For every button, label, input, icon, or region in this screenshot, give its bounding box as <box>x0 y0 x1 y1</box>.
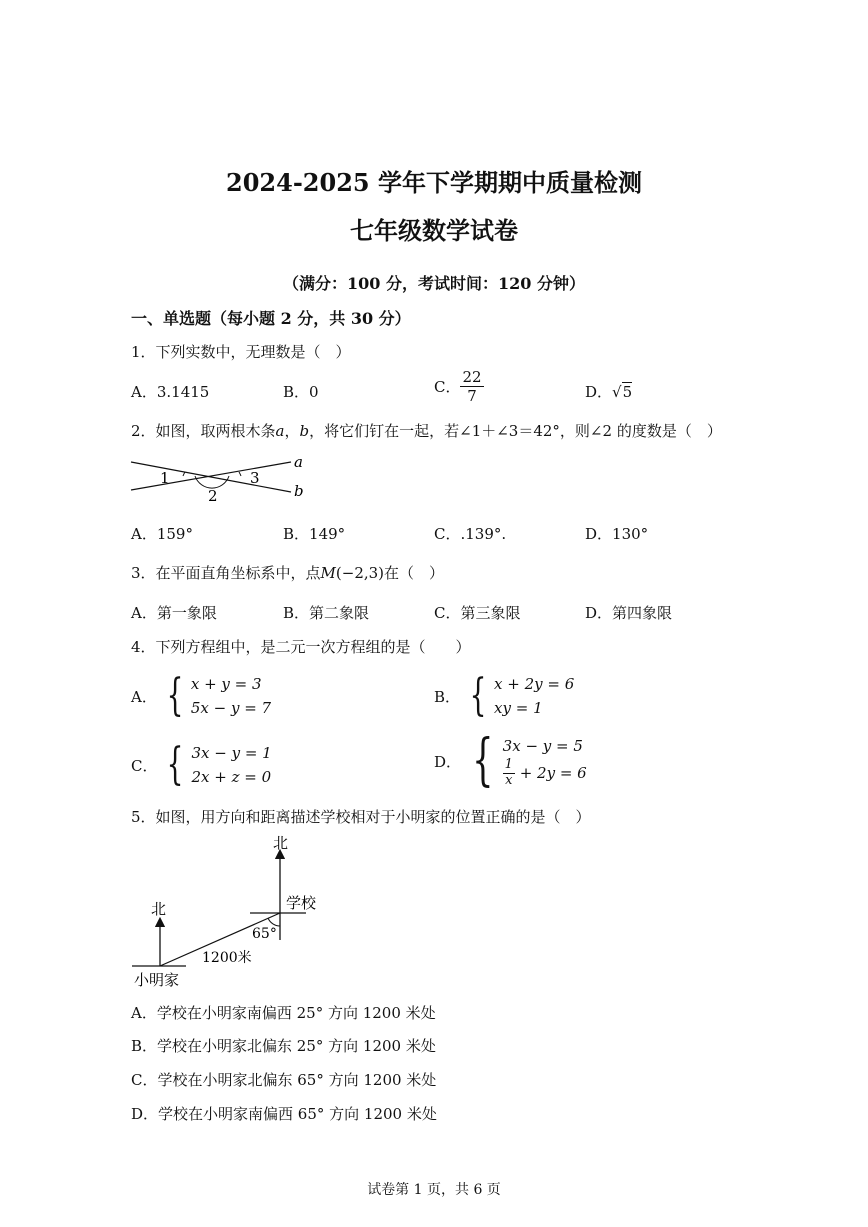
stem-text: ， <box>284 422 300 440</box>
fraction-denominator: 7 <box>467 387 477 405</box>
option-text: 第二象限 <box>309 604 370 622</box>
option-label: A． <box>131 525 157 543</box>
angle-3-arc <box>239 472 241 476</box>
q3-option-c <box>434 602 521 623</box>
q2-option-c <box>434 523 506 544</box>
sqrt-radicand: 5 <box>622 383 633 401</box>
equation-line: x + y = 3 <box>190 675 262 693</box>
q1-option-c <box>434 368 484 405</box>
question-4-stem: 4．下列方程组中，是二元一次方程组的是（ ） <box>131 638 471 656</box>
fig-north-top: 北 <box>273 834 289 852</box>
q5-option-a: A．学校在小明家南偏西 25° 方向 1200 米处 <box>131 1004 436 1022</box>
option-text: 3.1415 <box>156 383 210 401</box>
option-text: 130° <box>612 525 649 543</box>
option-label: B． <box>283 383 310 401</box>
fig-angle: 65° <box>252 926 277 942</box>
option-text: 159° <box>156 525 193 543</box>
section-heading: 一、单选题（每小题 2 分，共 30 分） <box>131 309 411 328</box>
q2-figure <box>125 450 325 506</box>
option-label: D． <box>434 752 462 771</box>
variable-a: a <box>275 422 285 440</box>
option-text: 149° <box>309 525 346 543</box>
angle-1-arc <box>183 472 185 476</box>
q2-option-b <box>283 523 345 544</box>
option-label: D． <box>585 383 613 401</box>
equation-line: 5x − y = 7 <box>190 699 272 717</box>
point-coord: (−2,3) <box>335 564 385 582</box>
point-m: M <box>320 564 336 582</box>
option-text: 0 <box>309 383 319 401</box>
q5-option-b: B．学校在小明家北偏东 25° 方向 1200 米处 <box>131 1037 436 1055</box>
equation-line <box>503 758 587 788</box>
q4-option-d <box>434 728 587 793</box>
q1-option-d <box>585 381 632 402</box>
equation-line: xy = 1 <box>494 699 543 717</box>
question-1-stem: 1．下列实数中，无理数是（ ） <box>131 343 351 361</box>
option-text: 第一象限 <box>156 604 217 622</box>
page-footer: 试卷第 1 页，共 6 页 <box>367 1182 501 1198</box>
question-3-stem <box>131 562 444 583</box>
q4-option-b <box>434 672 574 720</box>
stem-text: 3．在平面直角坐标系中，点 <box>131 564 321 582</box>
option-label: D． <box>585 604 613 622</box>
option-label: C． <box>434 604 461 622</box>
option-label: B． <box>283 604 310 622</box>
option-label: C． <box>131 756 158 775</box>
stem-text: 2．如图，取两根木条 <box>131 422 276 440</box>
q3-option-b <box>283 602 369 623</box>
fig-label-a: a <box>294 453 303 471</box>
option-label: A． <box>131 687 157 706</box>
fraction <box>460 368 483 405</box>
option-label: A． <box>131 604 157 622</box>
option-label: D． <box>585 525 613 543</box>
brace-symbol: { <box>472 728 494 793</box>
equation-line: 3x − y = 5 <box>502 737 583 756</box>
exam-subtitle: 七年级数学试卷 <box>350 216 518 245</box>
fig-label-3: 3 <box>250 469 260 487</box>
option-label: C． <box>434 378 461 396</box>
fig-label-2: 2 <box>208 487 218 505</box>
fraction-numerator: 1 <box>504 757 513 773</box>
option-label: C． <box>434 525 461 543</box>
fig-label-b: b <box>294 482 304 500</box>
stem-text: 在（ ） <box>384 564 445 582</box>
fig-home: 小明家 <box>134 971 180 989</box>
q3-option-a <box>131 602 217 623</box>
option-text: .139°. <box>460 525 507 543</box>
q1-option-a <box>131 381 209 402</box>
fig-label-1: 1 <box>160 469 170 487</box>
angle-65-arc <box>268 918 280 926</box>
question-5-stem: 5．如图，用方向和距离描述学校相对于小明家的位置正确的是（ ） <box>131 808 591 826</box>
option-label: B． <box>283 525 310 543</box>
q2-option-d <box>585 523 648 544</box>
brace-symbol: { <box>167 739 184 790</box>
option-label: A． <box>131 383 157 401</box>
exam-info: （满分：100 分，考试时间：120 分钟） <box>283 274 585 293</box>
fraction <box>503 758 515 788</box>
brace-symbol: { <box>469 670 487 721</box>
question-2-stem <box>131 420 722 441</box>
q5-option-c: C．学校在小明家北偏东 65° 方向 1200 米处 <box>131 1071 437 1089</box>
option-text: 第三象限 <box>460 604 521 622</box>
stem-text: ，将它们钉在一起，若∠1＋∠3＝42°，则∠2 的度数是（ ） <box>309 422 722 440</box>
option-label: B． <box>434 687 461 706</box>
variable-b: b <box>299 422 310 440</box>
q4-option-a <box>131 672 271 720</box>
fig-distance: 1200米 <box>202 950 252 966</box>
equation-line: x + 2y = 6 <box>494 675 575 693</box>
q4-option-c <box>131 741 272 789</box>
fraction-denominator: x <box>505 772 513 788</box>
brace-symbol: { <box>166 670 184 721</box>
q5-figure <box>126 832 336 992</box>
equation-rest: + 2y = 6 <box>514 764 587 782</box>
q3-option-d <box>585 602 672 623</box>
sqrt-symbol: √ <box>612 383 622 401</box>
fraction-numerator: 22 <box>462 368 482 386</box>
fig-north-left: 北 <box>151 900 167 918</box>
equation-line: 3x − y = 1 <box>191 744 272 762</box>
q1-option-b <box>283 381 319 402</box>
fig-school: 学校 <box>286 894 317 912</box>
q5-option-d: D．学校在小明家南偏西 65° 方向 1200 米处 <box>131 1105 437 1123</box>
exam-title: 2024-2025 学年下学期期中质量检测 <box>226 168 642 197</box>
q2-option-a <box>131 523 193 544</box>
option-text: 第四象限 <box>612 604 673 622</box>
equation-line: 2x + z = 0 <box>191 768 272 786</box>
